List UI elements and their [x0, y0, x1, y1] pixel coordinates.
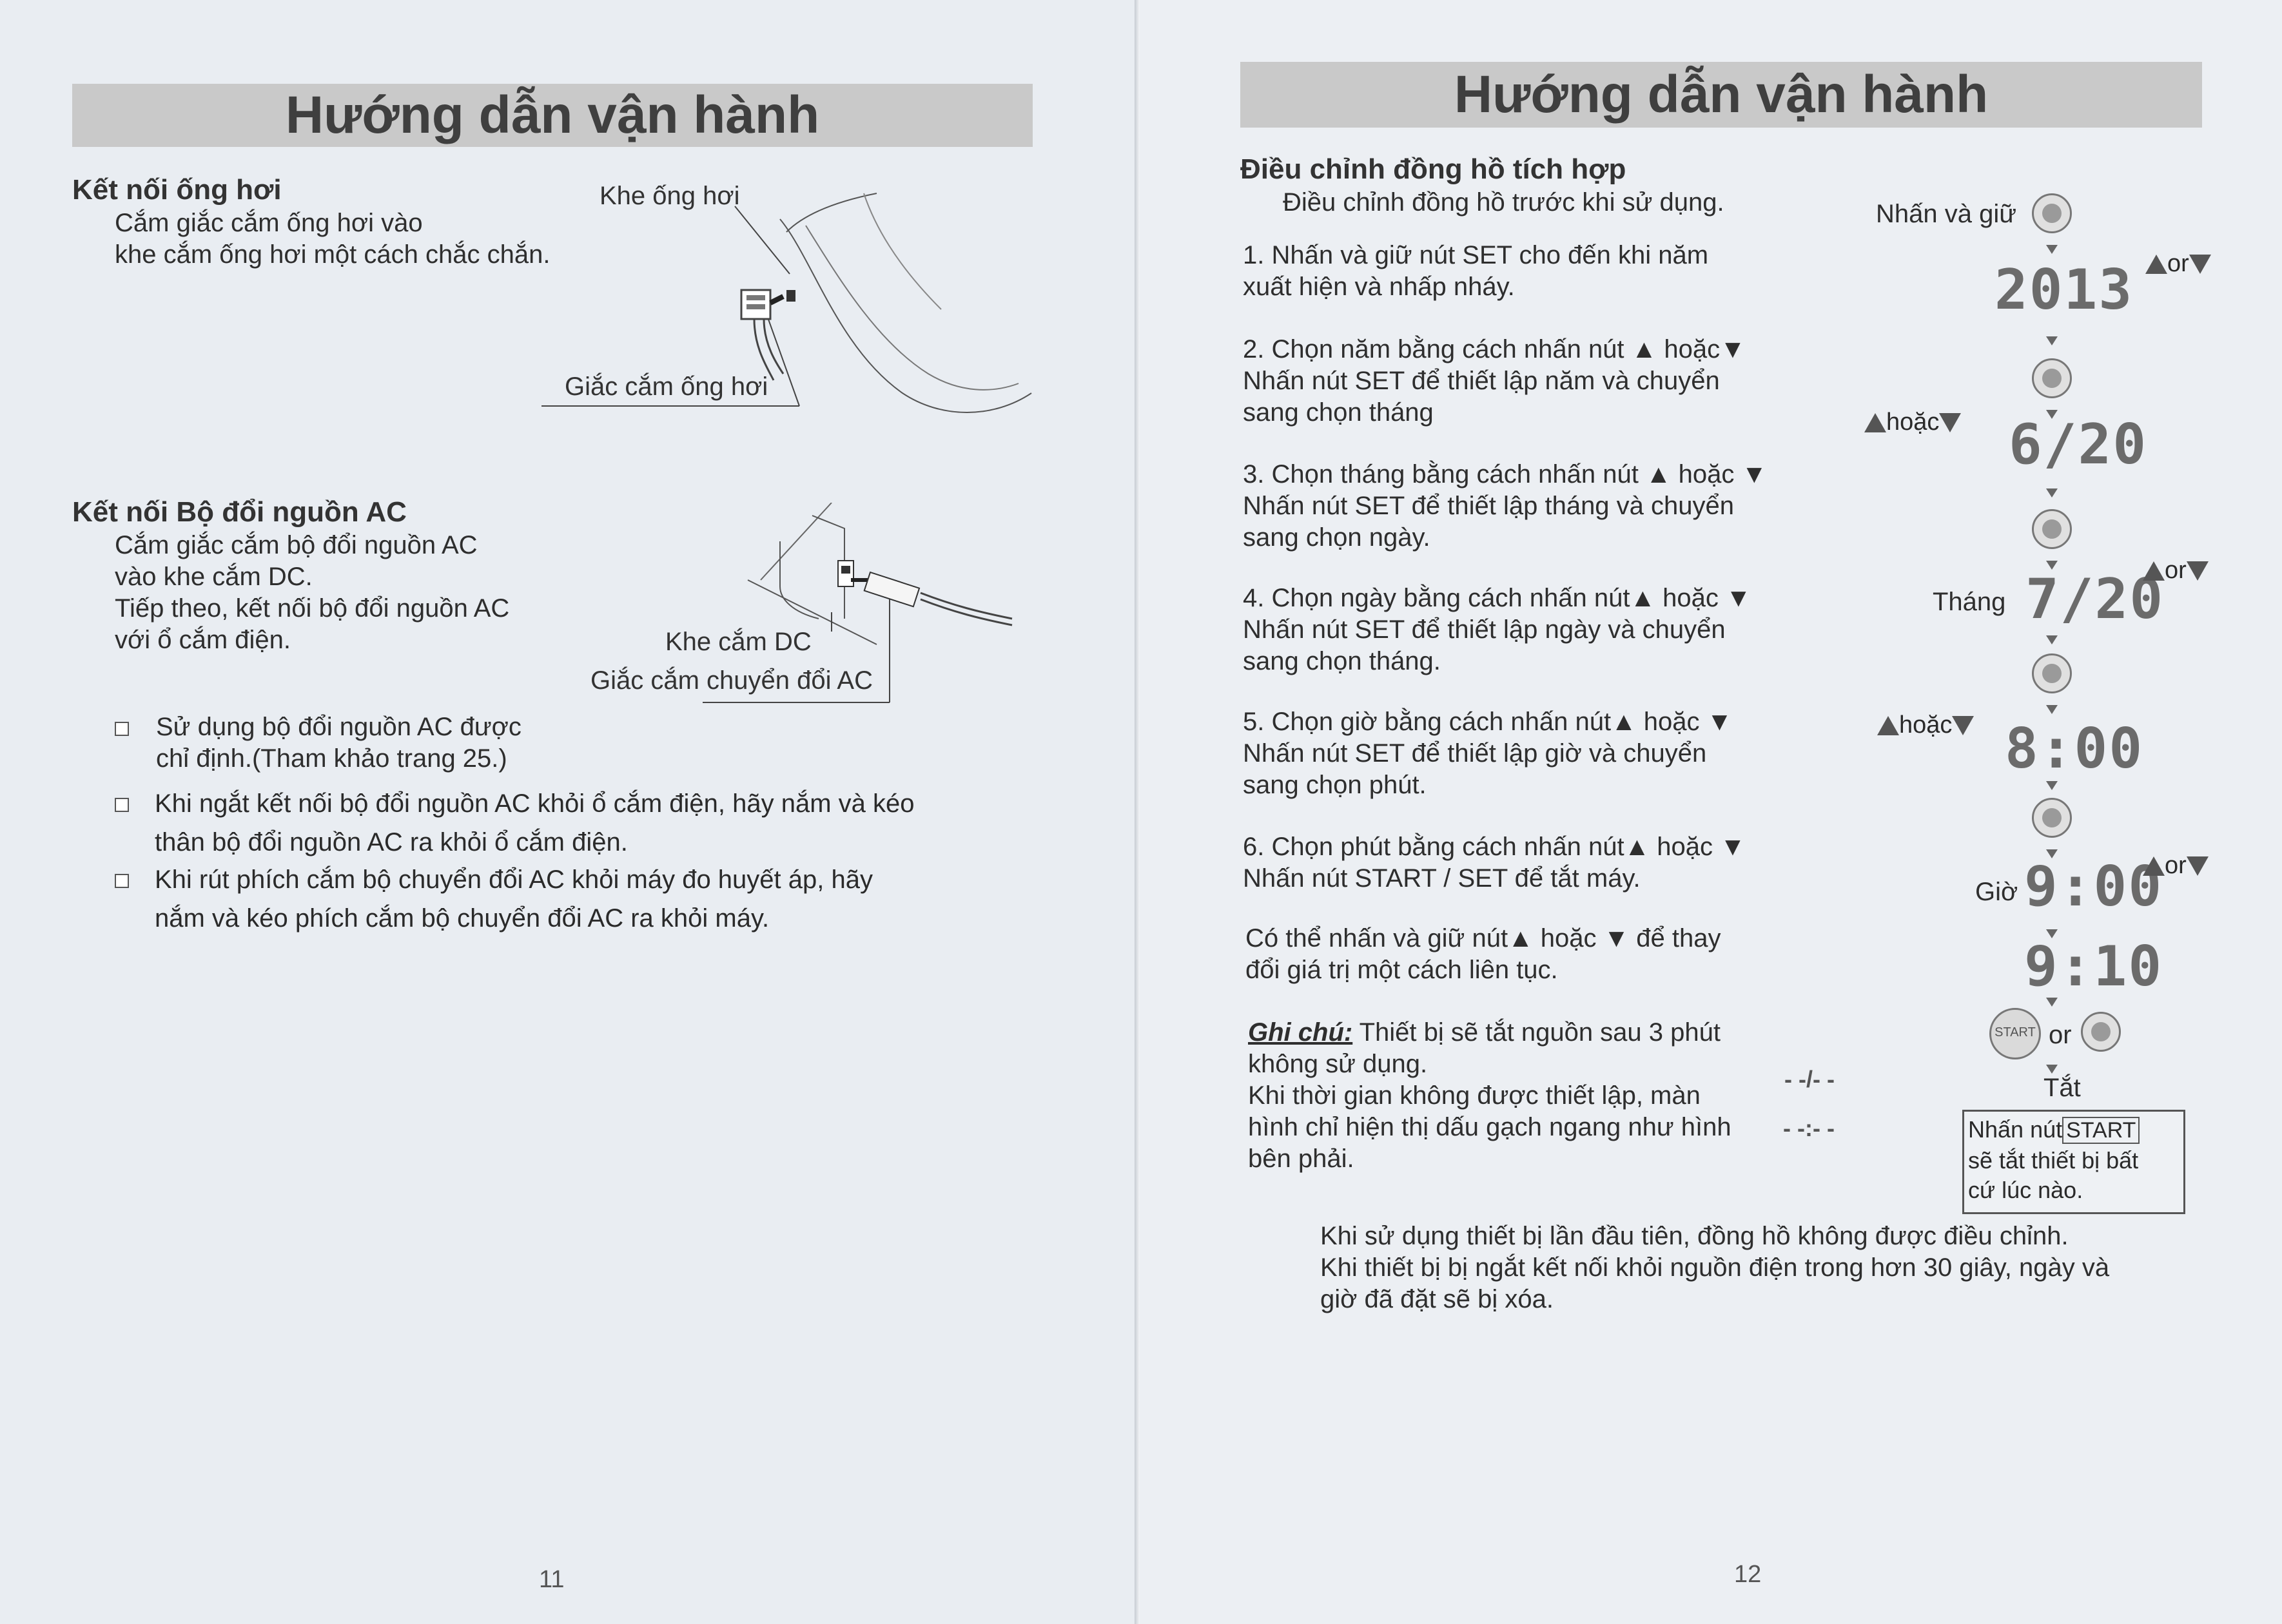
step-6-line1: 6. Chọn phút bằng cách nhấn nút▲ hoặc ▼	[1243, 833, 1746, 861]
down-triangle-icon	[1952, 716, 1974, 735]
bullet-3-line2: nắm và kéo phích cắm bộ chuyển đổi AC ra khỏi máy.	[155, 904, 770, 933]
left-title-banner	[72, 84, 1033, 147]
bullet-3-line1: Khi rút phích cắm bộ chuyển đổi AC khỏi máy đo huyết áp, hãy	[155, 865, 873, 894]
start-button-icon: START	[1989, 1008, 2041, 1059]
step-3-line1: 3. Chọn tháng bằng cách nhấn nút ▲ hoặc ▼	[1243, 460, 1768, 488]
bullet-square-2	[115, 798, 129, 812]
spine-gutter	[1135, 0, 1140, 1624]
arrow-down-icon	[2046, 488, 2058, 498]
lcd-time-2: 9:00	[2024, 855, 2163, 919]
section-ac-line4: với ổ cắm điện.	[115, 626, 291, 654]
lcd-time-1: 8:00	[2005, 717, 2144, 781]
lcd-date-2: 7/20	[2025, 567, 2165, 632]
note-line5: bên phải.	[1248, 1145, 1354, 1173]
lcd-date-1: 6/20	[2009, 412, 2148, 477]
down-triangle-icon	[1939, 413, 1961, 432]
set-button-icon	[2032, 358, 2072, 398]
footer-line2: Khi thiết bị bị ngắt kết nối khỏi nguồn điện trong hơn 30 giây, ngày và	[1320, 1253, 2110, 1282]
hold-line2: đổi giá trị một cách liên tục.	[1245, 956, 1558, 984]
up-triangle-icon	[2145, 255, 2167, 274]
bullet-2-line2: thân bộ đổi nguồn AC ra khỏi ổ cắm điện.	[155, 828, 628, 856]
section-ac-line1: Cắm giắc cắm bộ đổi nguồn AC	[115, 531, 478, 559]
or-label-off: or	[2049, 1021, 2072, 1049]
or-label-1: or	[2167, 250, 2189, 277]
step-2-line3: sang chọn tháng	[1243, 398, 1434, 427]
arrow-down-icon	[2046, 998, 2058, 1007]
bullet-square-3	[115, 874, 129, 888]
note-line2: không sử dụng.	[1248, 1050, 1428, 1078]
lcd-year: 2013	[1994, 258, 2134, 322]
up-or-down-1	[2145, 250, 2211, 278]
hoac-label-2: hoặc	[1899, 711, 1953, 739]
note-line1-text: Thiết bị sẽ tắt nguồn sau 3 phút	[1352, 1018, 1721, 1047]
off-label: Tắt	[2043, 1074, 2081, 1102]
left-page	[0, 0, 1135, 1624]
up-or-down-3	[2143, 852, 2209, 880]
hold-line1: Có thể nhấn và giữ nút▲ hoặc ▼ để thay	[1245, 924, 1721, 952]
step-6-line2: Nhấn nút START / SET để tắt máy.	[1243, 864, 1641, 893]
callout-tube-slot: Khe ống hơi	[600, 182, 740, 210]
step-5-line3: sang chọn phút.	[1243, 771, 1427, 799]
footer-line3: giờ đã đặt sẽ bị xóa.	[1320, 1285, 1554, 1313]
bullet-square-1	[115, 722, 129, 736]
section-tube-line1: Cắm giắc cắm ống hơi vào	[115, 209, 423, 237]
step-2-line2: Nhấn nút SET để thiết lập năm và chuyển	[1243, 367, 1720, 395]
hour-label: Giờ	[1975, 878, 2018, 906]
step-5-line1: 5. Chọn giờ bằng cách nhấn nút▲ hoặc ▼	[1243, 708, 1733, 736]
set-button-icon	[2032, 509, 2072, 549]
dash-date-display: - -/- -	[1784, 1066, 1835, 1092]
left-page-title: Hướng dẫn vận hành	[285, 86, 820, 144]
down-triangle-icon	[2187, 561, 2209, 581]
right-page	[1140, 0, 2282, 1624]
up-triangle-icon	[2143, 561, 2165, 581]
note-line1	[1248, 1017, 1721, 1049]
clock-heading: Điều chỉnh đồng hồ tích hợp	[1240, 153, 1626, 185]
footer-line1: Khi sử dụng thiết bị lần đầu tiên, đồng hồ không được điều chỉnh.	[1320, 1222, 2069, 1250]
step-3-line3: sang chọn ngày.	[1243, 523, 1430, 552]
step-1-line2: xuất hiện và nhấp nháy.	[1243, 273, 1515, 301]
diagram-press-hold: Nhấn và giữ	[1876, 200, 2017, 228]
step-2-line1: 2. Chọn năm bằng cách nhấn nút ▲ hoặc▼	[1243, 335, 1746, 363]
hoac-label-1: hoặc	[1886, 409, 1940, 436]
section-tube-line2: khe cắm ống hơi một cách chắc chắn.	[115, 240, 551, 269]
or-label-3: or	[2165, 852, 2187, 879]
start-note-start-box: START	[2062, 1117, 2140, 1144]
set-button-icon	[2032, 193, 2072, 233]
down-triangle-icon	[2189, 255, 2211, 274]
arrow-down-icon	[2046, 635, 2058, 644]
note-label: Ghi chú:	[1248, 1018, 1353, 1047]
step-3-line2: Nhấn nút SET để thiết lập tháng và chuyển	[1243, 492, 1735, 520]
step-4-line2: Nhấn nút SET để thiết lập ngày và chuyển	[1243, 615, 1726, 644]
ac-adapter-illustration	[696, 503, 1044, 709]
callout-ac-plug: Giắc cắm chuyển đổi AC	[590, 666, 873, 695]
callout-dc-slot: Khe cắm DC	[665, 628, 812, 656]
start-note-line2: sẽ tắt thiết bị bất	[1968, 1147, 2139, 1174]
section-ac-heading: Kết nối Bộ đổi nguồn AC	[72, 496, 407, 528]
set-button-icon	[2032, 653, 2072, 693]
note-line4: hình chỉ hiện thị dấu gạch ngang như hình	[1248, 1113, 1731, 1141]
step-4-line1: 4. Chọn ngày bằng cách nhấn nút▲ hoặc ▼	[1243, 584, 1751, 612]
month-label: Tháng	[1933, 588, 2006, 616]
dash-time-display: - -:- -	[1783, 1115, 1835, 1141]
step-4-line3: sang chọn tháng.	[1243, 647, 1441, 675]
right-page-number: 12	[1734, 1561, 1762, 1588]
tube-connection-illustration	[541, 180, 1044, 438]
start-note-line3: cứ lúc nào.	[1968, 1177, 2083, 1203]
right-title-banner	[1240, 62, 2202, 128]
arrow-down-icon	[2046, 781, 2058, 790]
section-ac-line3: Tiếp theo, kết nối bộ đổi nguồn AC	[115, 594, 510, 623]
up-triangle-icon	[1877, 716, 1899, 735]
up-hoac-down-2	[1877, 711, 1974, 739]
down-triangle-icon	[2187, 856, 2209, 876]
start-note-box	[1962, 1110, 2185, 1214]
step-1-line1: 1. Nhấn và giữ nút SET cho đến khi năm	[1243, 241, 1709, 269]
set-button-icon	[2032, 798, 2072, 838]
arrow-down-icon	[2046, 705, 2058, 714]
section-tube-heading: Kết nối ống hơi	[72, 174, 282, 206]
bullet-2-line1: Khi ngắt kết nối bộ đổi nguồn AC khỏi ổ cắm điện, hãy nắm và kéo	[155, 789, 915, 818]
note-line3: Khi thời gian không được thiết lập, màn	[1248, 1081, 1701, 1110]
step-5-line2: Nhấn nút SET để thiết lập giờ và chuyển	[1243, 739, 1707, 768]
set-button-icon	[2081, 1012, 2121, 1052]
arrow-down-icon	[2046, 336, 2058, 345]
section-ac-line2: vào khe cắm DC.	[115, 563, 313, 591]
up-triangle-icon	[2143, 856, 2165, 876]
bullet-1-line1: Sử dụng bộ đổi nguồn AC được	[156, 713, 522, 741]
callout-tube-plug: Giắc cắm ống hơi	[565, 372, 768, 401]
bullet-1-line2: chỉ định.(Tham khảo trang 25.)	[156, 744, 507, 773]
clock-intro: Điều chỉnh đồng hồ trước khi sử dụng.	[1283, 188, 1724, 217]
right-page-title: Hướng dẫn vận hành	[1454, 65, 1989, 124]
start-note-text1: Nhấn nút	[1968, 1116, 2063, 1143]
lcd-time-3: 9:10	[2024, 934, 2163, 999]
or-label-2: or	[2165, 557, 2187, 584]
up-or-down-2	[2143, 557, 2209, 585]
arrow-down-icon	[2046, 245, 2058, 254]
up-hoac-down-1	[1864, 409, 1961, 436]
up-triangle-icon	[1864, 413, 1886, 432]
start-note-line1	[1968, 1116, 2140, 1144]
left-page-number: 11	[539, 1566, 565, 1593]
